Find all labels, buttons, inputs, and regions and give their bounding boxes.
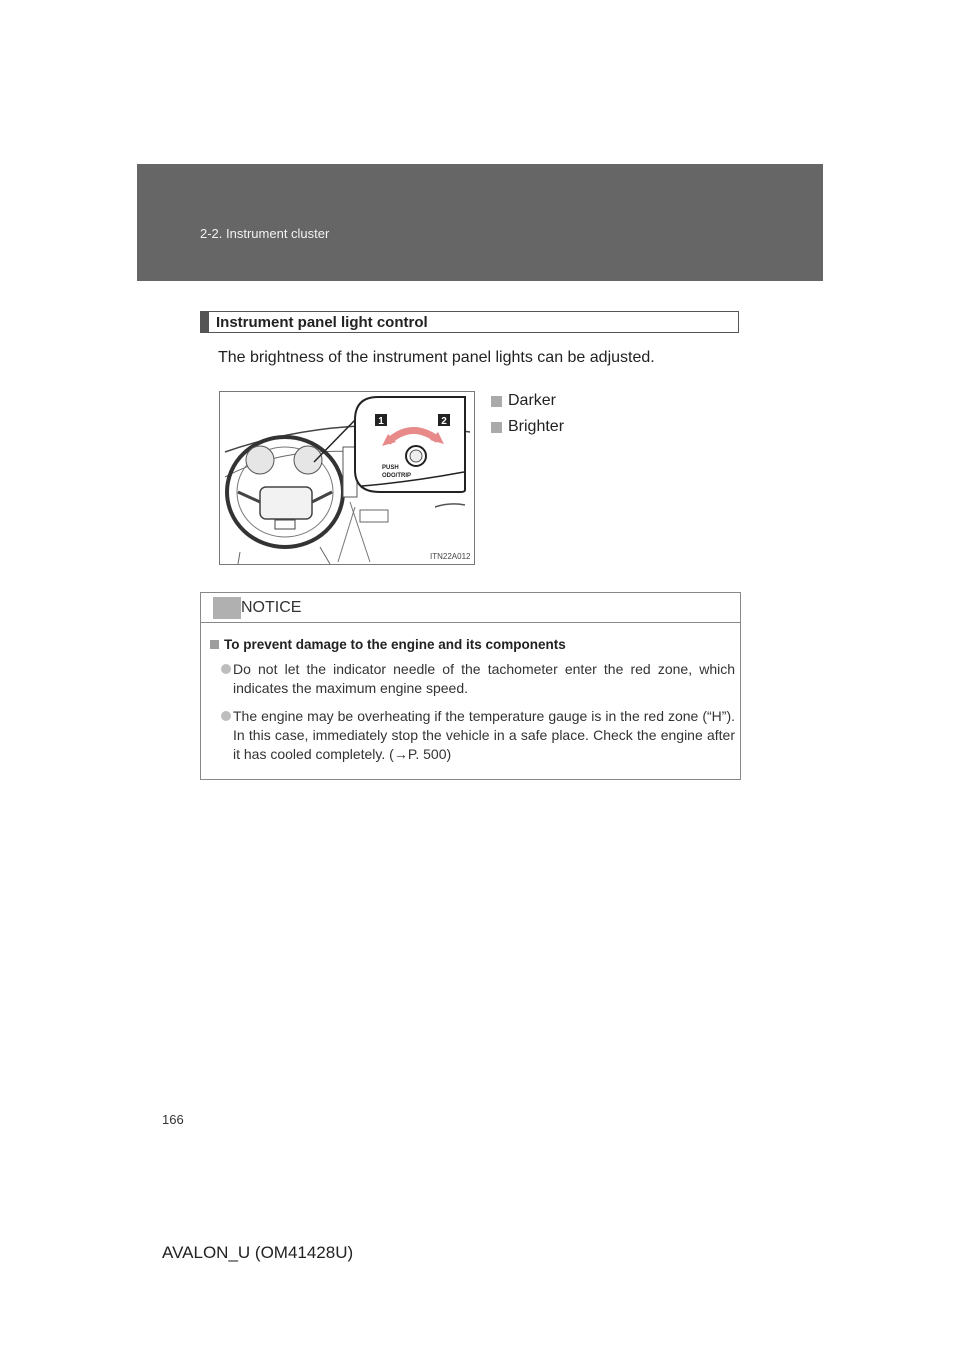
notice-bullet <box>221 660 735 698</box>
dashboard-illustration <box>219 391 475 565</box>
section-heading <box>200 311 739 333</box>
legend-square-icon <box>491 422 502 433</box>
notice-title <box>210 637 566 652</box>
notice-header <box>201 593 740 623</box>
legend-item-brighter <box>491 414 564 440</box>
legend-label: Brighter <box>508 418 565 435</box>
page-number: 166 <box>162 1112 184 1127</box>
bullet-dot-icon <box>221 664 231 674</box>
notice-box <box>200 592 741 780</box>
section-heading-text: Instrument panel light control <box>216 314 428 331</box>
intro-text: The brightness of the instrument panel lights can be adjusted. <box>218 349 655 366</box>
dashboard-drawing <box>220 392 474 564</box>
heading-marker <box>201 312 209 332</box>
notice-bullet <box>221 707 735 764</box>
legend-square-icon <box>491 396 502 407</box>
notice-bullet-text: The engine may be overheating if the temperature gauge is in the red zone (“H”). In this case, immediately stop the vehicle in a safe place. Check the engine after it has cooled completely. (→P. 500) <box>233 708 735 762</box>
knob-label-odo-trip: ODO/TRIP <box>382 473 412 479</box>
header-band <box>137 164 823 281</box>
notice-bullet-text: Do not let the indicator needle of the tachometer enter the red zone, which indicates the maximum engine speed. <box>233 661 735 696</box>
figure-code: ITN22A012 <box>430 552 471 561</box>
document-id: AVALON_U (OM41428U) <box>162 1243 354 1262</box>
notice-square-icon <box>210 640 219 649</box>
notice-title-text: To prevent damage to the engine and its components <box>224 637 566 652</box>
knob-label-push: PUSH <box>382 465 399 471</box>
callout-2-label: 2 <box>441 416 447 427</box>
section-label: 2-2. Instrument cluster <box>200 226 330 241</box>
bullet-dot-icon <box>221 711 231 721</box>
notice-label: NOTICE <box>241 599 302 616</box>
legend <box>491 388 564 440</box>
notice-tab-icon <box>213 597 241 619</box>
legend-item-darker <box>491 388 564 414</box>
callout-1-label: 1 <box>378 416 384 427</box>
legend-label: Darker <box>508 392 557 409</box>
